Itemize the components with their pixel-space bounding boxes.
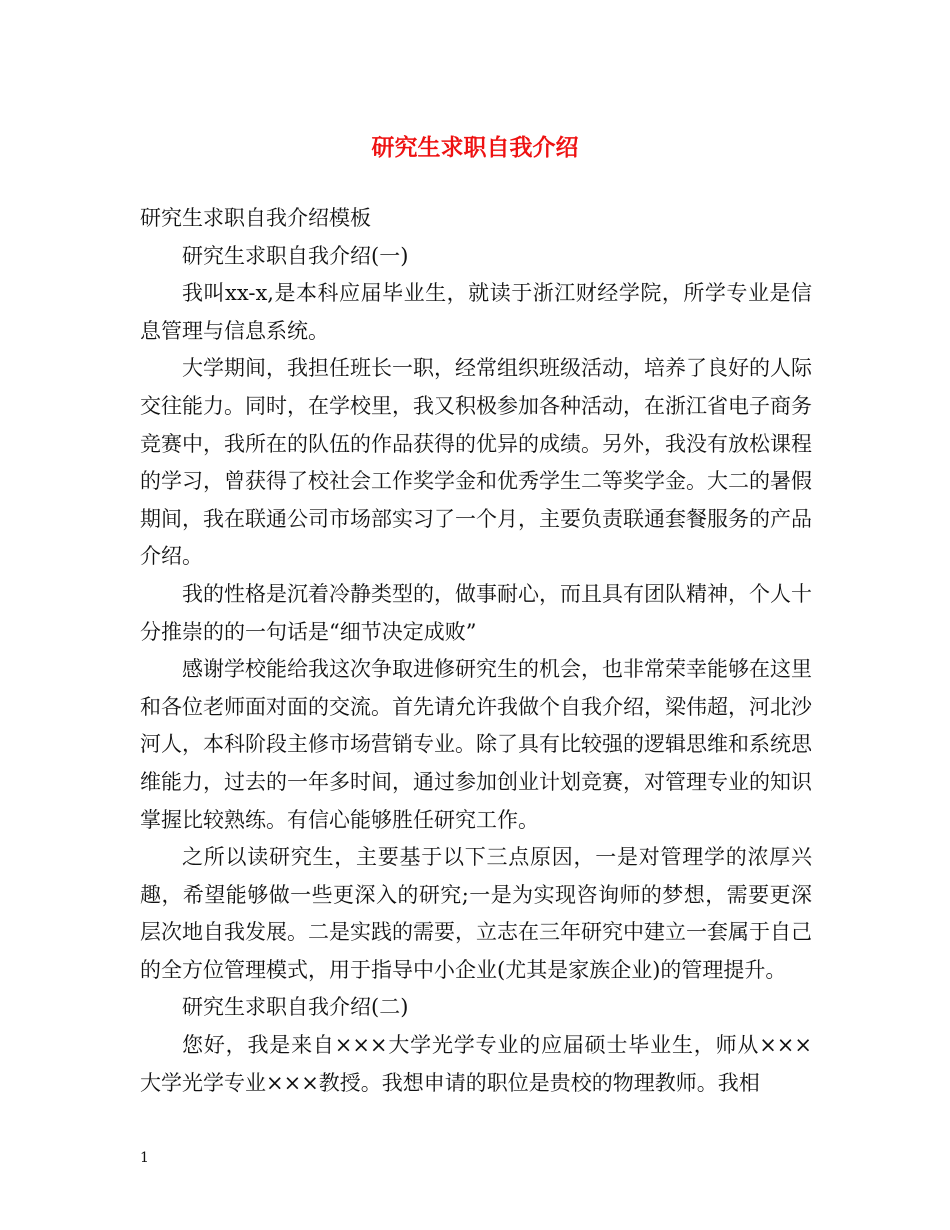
document-body (140, 200, 812, 1102)
body-paragraph: 我叫xx-x,是本科应届毕业生，就读于浙江财经学院，所学专业是信息管理与信息系统。 (140, 281, 812, 343)
body-paragraph: 感谢学校能给我这次争取进修研究生的机会，也非常荣幸能够在这里和各位老师面对面的交流。首先请允许我做个自我介绍，梁伟超，河北沙河人，本科阶段主修市场营销专业。除了具有比较强的逻辑思维和系统思维能力，过去的一年多时间，通过参加创业计划竞赛，对管理专业的知识掌握比较熟练。有信心能够胜任研究工作。 (140, 657, 812, 832)
page-number: 1 (140, 1150, 149, 1166)
body-paragraph: 您好，我是来自×××大学光学专业的应届硕士毕业生，师从×××大学光学专业×××教授。我想申请的职位是贵校的物理教师。我相 (140, 1033, 812, 1095)
body-paragraph: 之所以读研究生，主要基于以下三点原因，一是对管理学的浓厚兴趣，希望能够做一些更深入的研究;一是为实现咨询师的梦想，需要更深层次地自我发展。二是实践的需要，立志在三年研究中建立一套属于自己的全方位管理模式，用于指导中小企业(尤其是家族企业)的管理提升。 (140, 845, 812, 982)
document-title: 研究生求职自我介绍 (371, 134, 579, 161)
body-paragraph: 大学期间，我担任班长一职，经常组织班级活动，培养了良好的人际交往能力。同时，在学校里，我又积极参加各种活动，在浙江省电子商务竞赛中，我所在的队伍的作品获得的优异的成绩。另外，我没有放松课程的学习，曾获得了校社会工作奖学金和优秀学生二等奖学金。大二的暑假期间，我在联通公司市场部实习了一个月，主要负责联通套餐服务的产品介绍。 (140, 356, 812, 569)
section-heading-2: 研究生求职自我介绍(二) (182, 995, 409, 1020)
body-paragraph: 我的性格是沉着冷静类型的，做事耐心，而且具有团队精神，个人十分推崇的的一句话是“细节决定成败” (140, 581, 812, 644)
document-subtitle: 研究生求职自我介绍模板 (140, 206, 371, 230)
section-heading-1: 研究生求职自我介绍(一) (182, 243, 409, 268)
